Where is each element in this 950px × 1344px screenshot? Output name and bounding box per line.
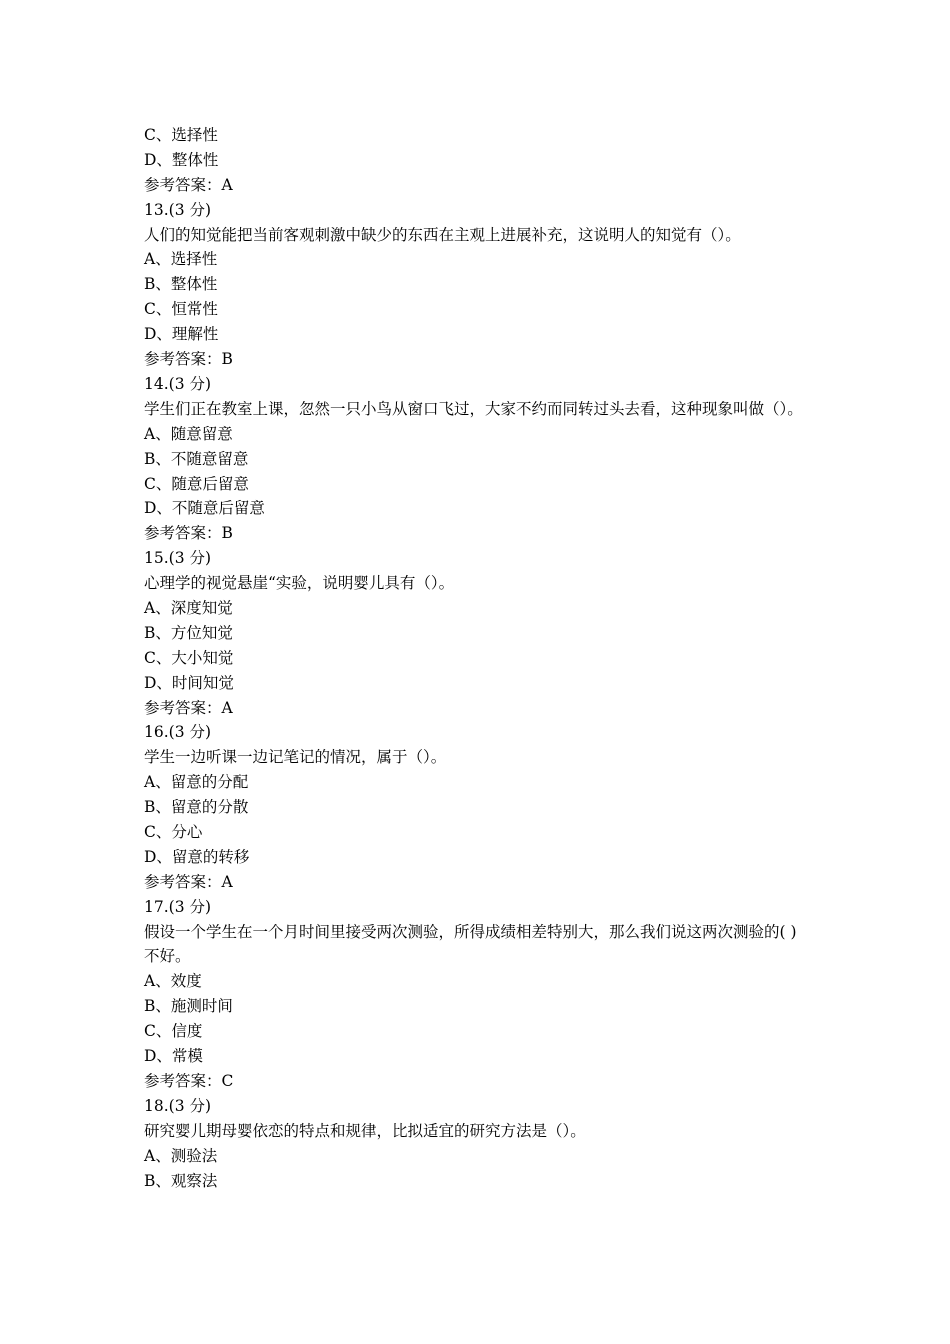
- question-header: 15.(3 分): [144, 549, 212, 568]
- question-header: 16.(3 分): [144, 723, 212, 742]
- question-text: 研究婴儿期母婴依恋的特点和规律，比拟适宜的研究方法是（）。: [144, 1121, 586, 1140]
- question-text: 假设一个学生在一个月时间里接受两次测验，所得成绩相差特别大，那么我们说这两次测验的( )不好。: [144, 922, 797, 966]
- option-line: C、大小知觉: [144, 648, 234, 667]
- option-line: A、留意的分配: [144, 773, 249, 792]
- option-line: C、信度: [144, 1022, 203, 1041]
- option-line: C、恒常性: [144, 300, 218, 319]
- option-line: D、时间知觉: [144, 673, 234, 692]
- answer-line: 参考答案：A: [144, 698, 233, 717]
- question-block: [144, 895, 812, 1094]
- question-header: 18.(3 分): [144, 1096, 212, 1115]
- answer-line: 参考答案：C: [144, 1071, 234, 1090]
- option-line: B、施测时间: [144, 997, 233, 1016]
- question-block: [144, 546, 812, 720]
- question-text: 学生们正在教室上课，忽然一只小鸟从窗口飞过，大家不约而同转过头去看，这种现象叫做（）。: [144, 399, 803, 418]
- answer-line: 参考答案：B: [144, 350, 233, 369]
- option-line: D、理解性: [144, 325, 219, 344]
- option-line: A、测验法: [144, 1146, 218, 1165]
- question-block: [144, 720, 812, 894]
- question-header: 13.(3 分): [144, 200, 212, 219]
- option-line: A、随意留意: [144, 424, 233, 443]
- option-line: B、方位知觉: [144, 623, 233, 642]
- question-block: [144, 1094, 812, 1194]
- question-block: [144, 372, 812, 546]
- question-text: 学生一边听课一边记笔记的情况，属于（）。: [144, 748, 447, 767]
- option-line: A、效度: [144, 972, 202, 991]
- option-line: D、留意的转移: [144, 847, 250, 866]
- option-line: D、整体性: [144, 150, 219, 169]
- option-line: B、留意的分散: [144, 798, 249, 817]
- option-line: C、随意后留意: [144, 474, 249, 493]
- answer-line: 参考答案：A: [144, 175, 233, 194]
- option-line: A、深度知觉: [144, 598, 233, 617]
- option-line: B、观察法: [144, 1171, 218, 1190]
- option-line: A、选择性: [144, 250, 218, 269]
- question-header: 17.(3 分): [144, 897, 212, 916]
- question-text: 心理学的视觉悬崖“实验，说明婴儿具有（）。: [144, 574, 455, 593]
- option-line: D、不随意后留意: [144, 499, 265, 518]
- answer-line: 参考答案：A: [144, 872, 233, 891]
- option-line: D、常模: [144, 1047, 203, 1066]
- document-page: [144, 123, 812, 1193]
- question-block: [144, 198, 812, 372]
- question-text: 人们的知觉能把当前客观刺激中缺少的东西在主观上进展补充，这说明人的知觉有（）。: [144, 225, 741, 244]
- option-line: B、整体性: [144, 275, 218, 294]
- option-line: C、分心: [144, 823, 203, 841]
- option-line: C、选择性: [144, 126, 218, 144]
- question-header: 14.(3 分): [144, 374, 212, 393]
- option-line: B、不随意留意: [144, 449, 249, 468]
- answer-line: 参考答案：B: [144, 524, 233, 543]
